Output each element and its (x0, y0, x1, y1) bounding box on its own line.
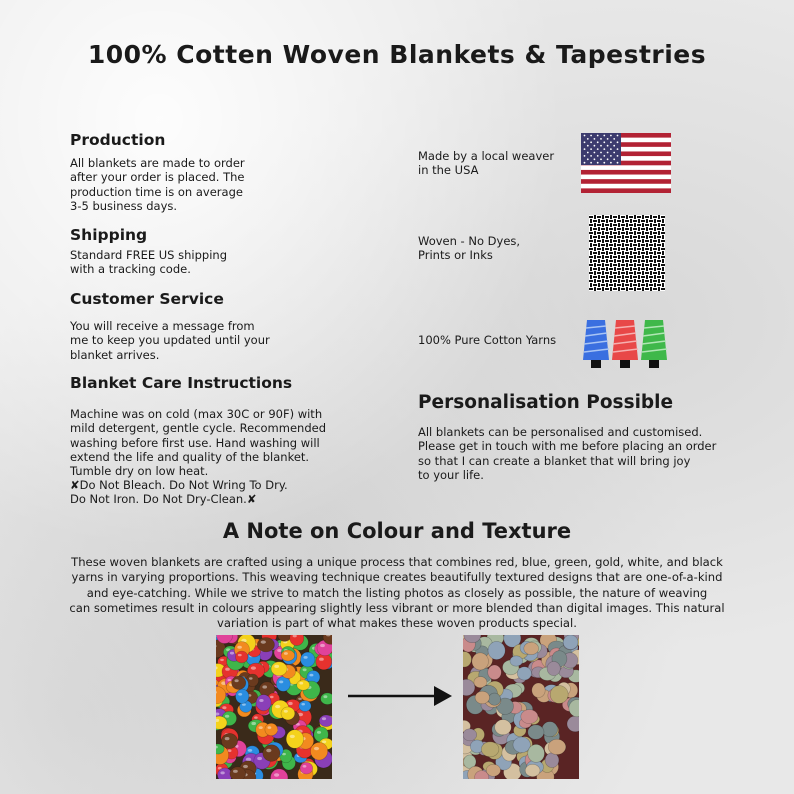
feature-woven: Woven - No Dyes, Prints or Inks (418, 234, 521, 263)
customer-service-text: You will receive a message from me to keep you updated until your blanket arrives. (70, 319, 270, 362)
personalisation-text: All blankets can be personalised and customised. Please get in touch with me before placing an order so that I can create a blanket that will bring joy to your life. (418, 425, 717, 482)
candy-photo (216, 635, 332, 779)
note-text: These woven blankets are crafted using a unique process that combines red, blue, green, gold, white, and black yarns in varying proportions. This weaving technique creates beautifully textured designs that are one-of-a-kind and eye-catching. While we strive to match the listing photos as closely as possible, the nature of weaving can sometimes result in colours appearing slightly less vibrant or more blended than digital images. This natural variation is part of what makes these woven products special. (69, 555, 725, 631)
care-warning-line-1: ✘Do Not Bleach. Do Not Wring To Dry. (70, 478, 288, 492)
care-text: Machine was on cold (max 30C or 90F) with mild detergent, gentle cycle. Recommended washing before first use. Hand washing will extend the life and quality of the blanket. Tumble dry on low heat. (70, 407, 326, 479)
feature-local-weaver: Made by a local weaver in the USA (418, 149, 555, 178)
production-heading: Production (70, 131, 166, 149)
us-flag-icon (581, 133, 671, 193)
yarn-cones-icon (581, 316, 667, 370)
personalisation-heading: Personalisation Possible (418, 392, 674, 413)
customer-service-heading: Customer Service (70, 290, 224, 308)
care-warning-line-2: Do Not Iron. Do Not Dry-Clean.✘ (70, 492, 257, 506)
woven-blanket-photo (463, 635, 579, 779)
cross-icon: ✘ (70, 478, 80, 492)
feature-cotton: 100% Pure Cotton Yarns (418, 333, 557, 347)
weave-pattern-icon (589, 215, 665, 291)
arrow-right-icon (348, 684, 454, 708)
note-heading: A Note on Colour and Texture (222, 519, 572, 543)
cross-icon: ✘ (246, 492, 257, 506)
production-text: All blankets are made to order after your order is placed. The production time is on average 3-5 business days. (70, 156, 245, 213)
care-heading: Blanket Care Instructions (70, 374, 293, 392)
shipping-heading: Shipping (70, 226, 148, 244)
shipping-text: Standard FREE US shipping with a tracking code. (70, 248, 227, 277)
page-title: 100% Cotten Woven Blankets & Tapestries (87, 40, 707, 69)
